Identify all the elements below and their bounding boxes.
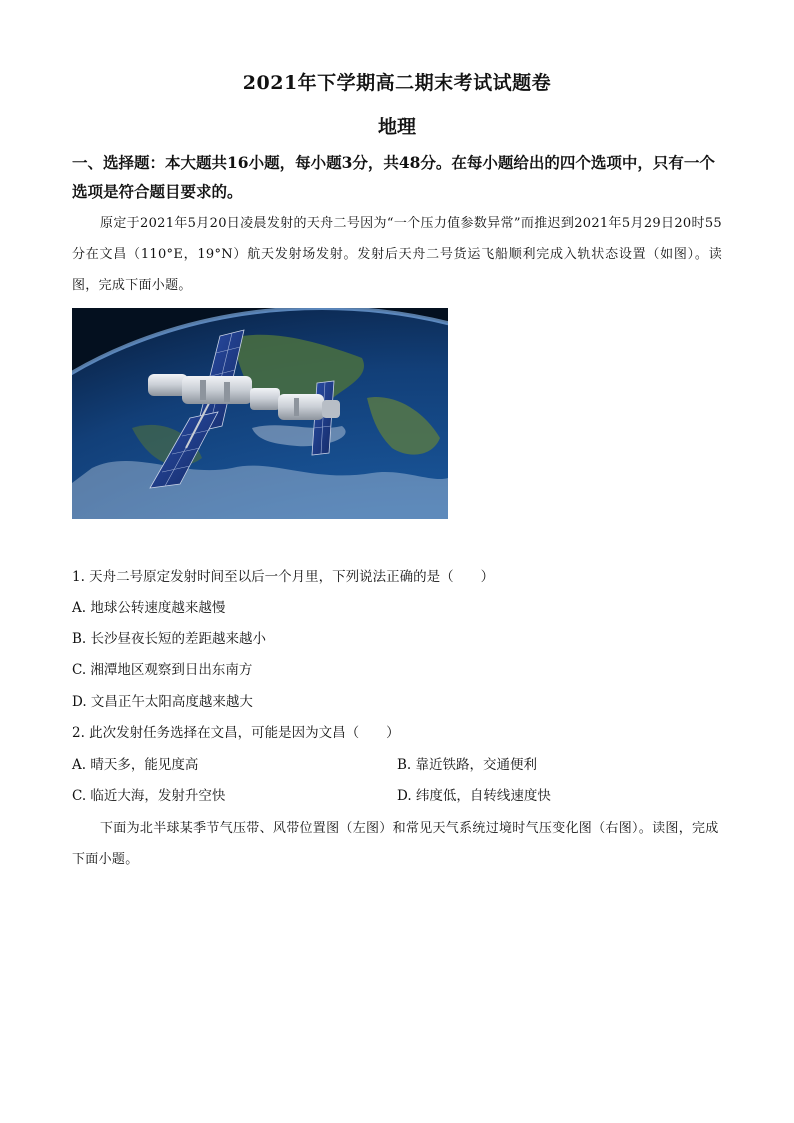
question-2-option-c: C. 临近大海，发射升空快 (72, 788, 226, 804)
subject-title: 地理 (377, 116, 416, 138)
question-2-option-b: B. 靠近铁路，交通便利 (397, 757, 538, 773)
intro-paragraph: 原定于2021年5月20日凌晨发射的天舟二号因为“一个压力值参数异常”而推迟到2021年5月29日20时55分在文昌（110°E，19°N）航天发射场发射。发射后天舟二号货运飞船顺利完成入轨状态设置（如图）。读图，完成下面小题。 (72, 216, 722, 293)
question-2-option-d: D. 纬度低，自转线速度快 (397, 788, 551, 804)
question-1-option-a: A. 地球公转速度越来越慢 (72, 600, 226, 616)
question-1-option-d: D. 文昌正午太阳高度越来越大 (72, 694, 253, 710)
question-1-option-c: C. 湘潭地区观察到日出东南方 (72, 662, 253, 678)
section-heading: 一、选择题：本大题共16小题，每小题3分，共48分。在每小题给出的四个选项中，只有一个选项是符合题目要求的。 (72, 153, 715, 201)
space-station-illustration (72, 308, 448, 519)
question-2-option-a: A. 晴天多，能见度高 (72, 757, 199, 773)
second-intro-paragraph: 下面为北半球某季节气压带、风带位置图（左图）和常见天气系统过境时气压变化图（右图）。读图，完成下面小题。 (72, 821, 719, 867)
space-station-image (72, 308, 448, 519)
page-title: 2021年下学期高二期末考试试题卷 (242, 72, 552, 94)
question-2-stem: 2. 此次发射任务选择在文昌，可能是因为文昌（ ） (72, 725, 400, 741)
question-1-option-b: B. 长沙昼夜长短的差距越来越小 (72, 631, 267, 647)
question-1-stem: 1. 天舟二号原定发射时间至以后一个月里，下列说法正确的是（ ） (72, 569, 495, 585)
